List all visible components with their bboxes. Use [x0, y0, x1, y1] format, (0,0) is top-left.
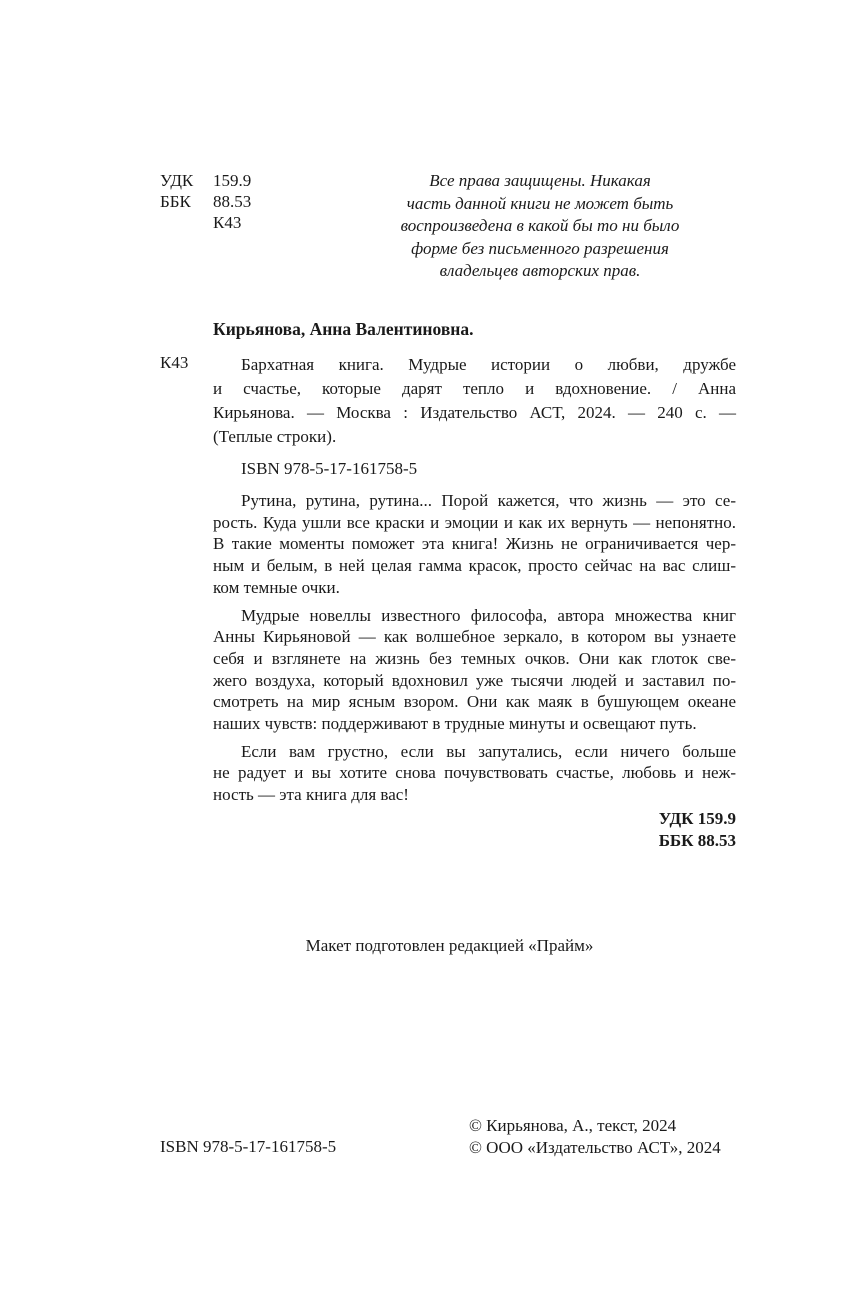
- description-line: (Теплые строки).: [213, 427, 337, 446]
- udk-code: УДК 159.9: [658, 809, 736, 828]
- description-line: Кирьянова. — Москва : Издательство АСТ, 2024. — 240 с. —: [213, 403, 736, 422]
- annotation-paragraph: [213, 605, 736, 735]
- bbk-row: [160, 191, 251, 212]
- annotation-line: себя и взглянете на жизнь без темных очков. Они как глоток све-: [213, 648, 736, 668]
- classification-codes-bottom: [540, 808, 736, 852]
- bbk-value: 88.53: [213, 192, 252, 211]
- annotation-line: ком темные очки.: [213, 577, 340, 597]
- annotation: [213, 490, 736, 812]
- annotation-line: жего воздуха, который вдохновил уже тысячи людей и заставил по-: [213, 670, 736, 690]
- prepared-by-note: Макет подготовлен редакцией «Прайм»: [305, 936, 594, 955]
- classification-codes: [160, 170, 251, 233]
- author-heading: Кирьянова, Анна Валентиновна.: [213, 319, 474, 339]
- annotation-line: Рутина, рутина, рутина... Порой кажется, что жизнь — это се-: [241, 491, 736, 510]
- bibliographic-description: [213, 353, 736, 449]
- annotation-paragraph: [213, 741, 736, 806]
- annotation-line: не радует и вы хотите снова почувствовать счастье, любовь и неж-: [213, 763, 736, 783]
- annotation-line: Мудрые новеллы известного философа, автора множества книг: [241, 605, 736, 625]
- annotation-line: ность — эта книга для вас!: [213, 785, 409, 805]
- rights-line: часть данной книги не может быть: [406, 193, 674, 213]
- entry-sign: К43: [160, 353, 189, 372]
- description-line: Бархатная книга. Мудрые истории о любви, дружбе: [241, 355, 736, 374]
- annotation-line: В такие моменты поможет эта книга! Жизнь не ограничивается чер-: [213, 534, 736, 554]
- copyright-line: © ООО «Издательство АСТ», 2024: [469, 1138, 721, 1157]
- rights-line: форме без письменного разрешения: [411, 238, 669, 258]
- annotation-line: Если вам грустно, если вы запутались, если ничего больше: [241, 741, 736, 761]
- annotation-line: наших чувств: поддерживают в трудные минуты и освещают путь.: [213, 714, 697, 734]
- copyright-block: [469, 1115, 721, 1159]
- annotation-line: смотреть на мир ясным взором. Они как маяк в бушующем океане: [213, 692, 736, 712]
- author-sign-row: [160, 212, 251, 233]
- copyright-line: © Кирьянова, А., текст, 2024: [469, 1116, 677, 1135]
- isbn-bottom: ISBN 978-5-17-161758-5: [160, 1137, 337, 1156]
- annotation-line: ным и белым, в ней целая гамма красок, просто сейчас на вас слиш-: [213, 556, 736, 576]
- author-sign: К43: [213, 213, 242, 232]
- annotation-paragraph: [213, 490, 736, 599]
- annotation-line: рость. Куда ушли все краски и эмоции и как их вернуть — непонятно.: [213, 512, 736, 532]
- udk-label: УДК: [160, 171, 194, 190]
- rights-line: владельцев авторских прав.: [439, 261, 641, 280]
- udk-value: 159.9: [213, 171, 252, 190]
- rights-line: Все права защищены. Никакая: [429, 171, 651, 190]
- description-line: и счастье, которые дарят тепло и вдохновение. / Анна: [213, 379, 736, 398]
- isbn-entry: ISBN 978-5-17-161758-5: [241, 459, 418, 478]
- bbk-code: ББК 88.53: [658, 831, 736, 850]
- rights-notice: [270, 170, 810, 283]
- rights-line: воспроизведена в какой бы то ни было: [400, 216, 680, 235]
- annotation-line: Анны Кирьяновой — как волшебное зеркало, в котором вы узнаете: [213, 627, 736, 647]
- bbk-label: ББК: [160, 192, 191, 211]
- udk-row: [160, 170, 251, 191]
